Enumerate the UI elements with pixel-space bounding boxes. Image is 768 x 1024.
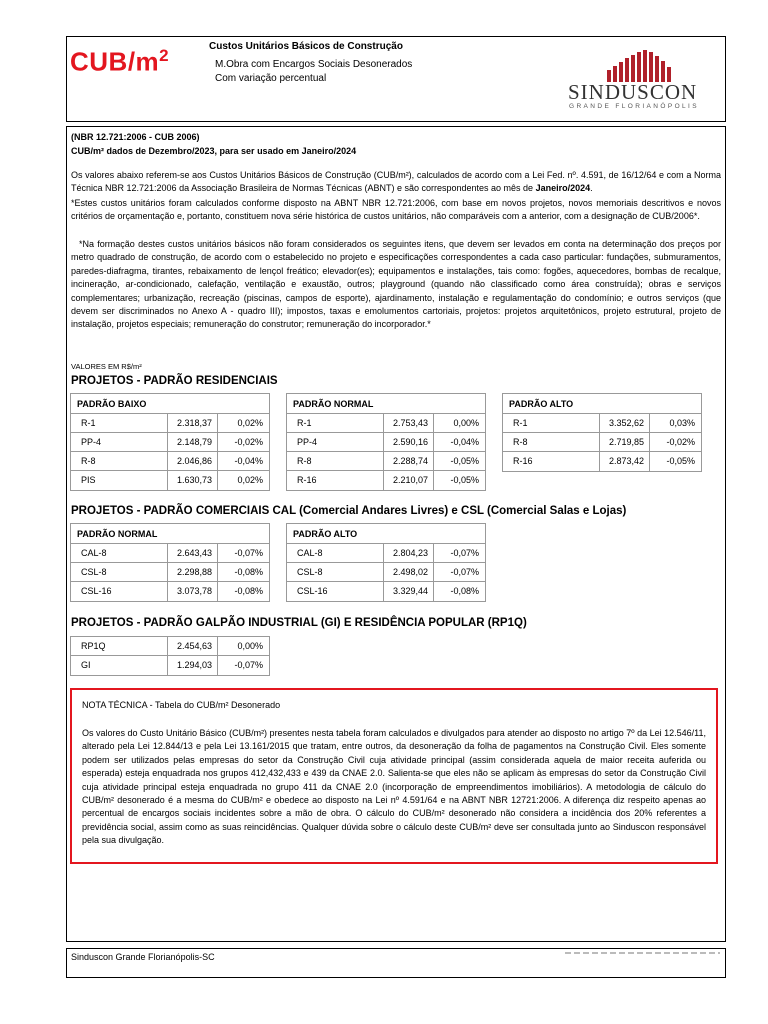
table-row [71, 637, 269, 656]
variation-cell: -0,08% [450, 586, 479, 596]
table-row [71, 414, 269, 433]
variation-cell: -0,02% [234, 437, 263, 447]
value-cell: 2.288,74 [384, 452, 434, 470]
project-code-cell: CSL-8 [287, 563, 384, 581]
table-galpao [70, 636, 270, 676]
value-cell: 3.352,62 [600, 414, 650, 432]
project-code-cell: PIS [71, 471, 168, 490]
variation-cell: -0,02% [666, 437, 695, 447]
variation-cell: 0,00% [237, 641, 263, 651]
table-row [71, 563, 269, 582]
variation-cell: -0,08% [234, 586, 263, 596]
variation-cell: -0,04% [450, 437, 479, 447]
technical-note-text: Os valores do Custo Unitário Básico (CUB/m²) presentes nesta tabela foram calculados e divulgados para atender ao disposto no artigo 7º da Lei 12.546/11, alterado pela Lei 12.844/13 e pela Lei 13.161/2015 que tratam, entre outros, da desoneração da folha de pagamentos na Construção Civil. Eles somente podem ser utilizados pelas empresas do setor da Construção Civil cuja atividade principal (assim considerada aquela de maior receita auferida ou esperada) esteja enquadrada nos grupos 412,432,433 e 439 da CNAE 2.0. Salienta-se que eles não se aplicam às empresas do setor da Construção Civil cuja atividade principal esteja enquadrada no grupo 411 da CNAE 2.0 (incorporação de empreendimentos imobiliários). A metodologia de cálculo do CUB/m² desonerado é a mesma do CUB/m² e obedece ao disposto na Lei nº 4.591/64 e na ABNT NBR 12721:2006. A diferença diz respeito apenas ao percentual de encargos sociais incidentes sobre a mão de obra. O cálculo do CUB/m² desonerado não considera a incidência dos 20% referentes a previdência social, assim como as suas reincidências. Qualquer dúvida sobre o cálculo deste CUB/m² deve ser consultada junto ao Sinduscon responsável pela sua divulgação. [82, 728, 706, 846]
logo-wordmark: SINDUSCON [568, 80, 698, 104]
table-row [71, 433, 269, 452]
table-row [287, 563, 485, 582]
value-cell: 2.590,16 [384, 433, 434, 451]
table-row [287, 452, 485, 471]
value-cell: 2.046,86 [168, 452, 218, 470]
section-title-comerciais: PROJETOS - PADRÃO COMERCIAIS CAL (Comercial Andares Livres) e CSL (Comercial Salas e Lojas) [71, 505, 627, 517]
data-period: CUB/m² dados de Dezembro/2023, para ser usado em Janeiro/2024 [71, 146, 357, 156]
intro-paragraph-3: *Na formação destes custos unitários básicos não foram considerados os seguintes itens, que devem ser levados em conta na determinação dos preços por metro quadrado de construção, de acordo com o estabelecido no projeto e especificações correspondentes a cada caso particular: fundações, submuramentos, paredes-diafragma, tirantes, rebaixamento de lençol freático; elevador(es); equipamentos e instalações, tais como: fogões, aquecedores, bombas de recalque, incineração, ar-condicionado, calefação, ventilação e exaustão, outros; playground (quando não classificado como área construída); obras e serviços complementares; urbanização, recreação (piscinas, campos de esporte), ajardinamento, instalação e regulamentação do condomínio; e outros serviços (que devem ser discriminados no Anexo A - quadro III); impostos, taxas e emolumentos cartoriais, projetos: projetos arquitetônicos, projeto estrutural, projeto de instalação, projetos especiais; remuneração do construtor; remuneração do incorporador.* [71, 239, 721, 330]
cub-title: CUB/$m^2$ [70, 46, 170, 77]
sinduscon-logo [565, 48, 705, 110]
variation-cell: 0,02% [237, 418, 263, 428]
project-code-cell: PP-4 [71, 433, 168, 451]
table-row [71, 452, 269, 471]
table-row [503, 414, 701, 433]
table-row [287, 414, 485, 433]
project-code-cell: RP1Q [71, 637, 168, 655]
table-row [287, 471, 485, 490]
project-code-cell: CSL-16 [71, 582, 168, 601]
table-row [71, 582, 269, 601]
project-code-cell: CAL-8 [287, 544, 384, 562]
values-unit-note: VALORES EM R$/m² [71, 362, 142, 371]
intro-paragraph-1: Os valores abaixo referem-se aos Custos Unitários Básicos de Construção (CUB/m²), calculados de acordo com a Lei Fed. nº. 4.591, de 16/12/64 e com a Norma Técnica NBR 12.721:2006 da Associação Brasileira de Normas Técnicas (ABNT) e são correspondentes ao mês de Janeiro/2024. [71, 170, 721, 194]
project-code-cell: R-8 [503, 433, 600, 451]
variation-cell: -0,05% [450, 475, 479, 485]
variation-cell: -0,05% [666, 456, 695, 466]
project-code-cell: R-8 [71, 452, 168, 470]
variation-cell: -0,05% [450, 456, 479, 466]
project-code-cell: R-1 [71, 414, 168, 432]
value-cell: 2.873,42 [600, 452, 650, 471]
table-row [71, 544, 269, 563]
project-code-cell: CSL-8 [71, 563, 168, 581]
header-subtitle-2: Com variação percentual [215, 73, 327, 84]
section-title-residenciais: PROJETOS - PADRÃO RESIDENCIAIS [71, 375, 278, 387]
table-row [503, 452, 701, 471]
variation-cell: -0,07% [450, 548, 479, 558]
footer-faint-text [565, 950, 720, 956]
variation-cell: 0,03% [669, 418, 695, 428]
value-cell: 1.630,73 [168, 471, 218, 490]
technical-note-title: NOTA TÉCNICA - Tabela do CUB/m² Desonerado [82, 700, 281, 710]
project-code-cell: PP-4 [287, 433, 384, 451]
project-code-cell: R-1 [287, 414, 384, 432]
table-com-normal [70, 523, 270, 602]
variation-cell: 0,00% [453, 418, 479, 428]
table-header: PADRÃO NORMAL [287, 394, 485, 414]
value-cell: 2.318,37 [168, 414, 218, 432]
value-cell: 1.294,03 [168, 656, 218, 675]
table-row [71, 471, 269, 490]
value-cell: 2.719,85 [600, 433, 650, 451]
project-code-cell: R-1 [503, 414, 600, 432]
variation-cell: -0,04% [234, 456, 263, 466]
value-cell: 3.073,78 [168, 582, 218, 601]
header-main-title: Custos Unitários Básicos de Construção [209, 41, 403, 52]
value-cell: 2.148,79 [168, 433, 218, 451]
project-code-cell: CAL-8 [71, 544, 168, 562]
value-cell: 3.329,44 [384, 582, 434, 601]
table-header: PADRÃO ALTO [287, 524, 485, 544]
variation-cell: -0,07% [450, 567, 479, 577]
table-row [287, 544, 485, 563]
table-header: PADRÃO NORMAL [71, 524, 269, 544]
value-cell: 2.298,88 [168, 563, 218, 581]
project-code-cell: R-8 [287, 452, 384, 470]
project-code-cell: GI [71, 656, 168, 675]
project-code-cell: R-16 [503, 452, 600, 471]
value-cell: 2.643,43 [168, 544, 218, 562]
value-cell: 2.210,07 [384, 471, 434, 490]
intro-paragraph-2: *Estes custos unitários foram calculados conforme disposto na ABNT NBR 12.721:2006, com base em novos projetos, novos memoriais descritivos e novos critérios de orçamentação e, portanto, constituem nova série histórica de custos unitários, não comparáveis com a anterior, com a designação de CUB/2006*. [71, 198, 721, 222]
table-res-baixo [70, 393, 270, 491]
section-title-galpao: PROJETOS - PADRÃO GALPÃO INDUSTRIAL (GI) E RESIDÊNCIA POPULAR (RP1Q) [71, 617, 527, 629]
value-cell: 2.753,43 [384, 414, 434, 432]
project-code-cell: R-16 [287, 471, 384, 490]
table-header: PADRÃO BAIXO [71, 394, 269, 414]
variation-cell: -0,07% [234, 660, 263, 670]
footer-text: Sinduscon Grande Florianópolis-SC [71, 952, 215, 962]
table-res-normal [286, 393, 486, 491]
variation-cell: -0,07% [234, 548, 263, 558]
nbr-reference: (NBR 12.721:2006 - CUB 2006) [71, 132, 200, 142]
logo-bars-icon [565, 48, 705, 82]
header-subtitle-1: M.Obra com Encargos Sociais Desonerados [215, 59, 413, 70]
variation-cell: -0,08% [234, 567, 263, 577]
value-cell: 2.454,63 [168, 637, 218, 655]
logo-subtitle: GRANDE FLORIANÓPOLIS [569, 103, 699, 110]
table-header: PADRÃO ALTO [503, 394, 701, 414]
table-row [71, 656, 269, 675]
table-row [503, 433, 701, 452]
project-code-cell: CSL-16 [287, 582, 384, 601]
variation-cell: 0,02% [237, 475, 263, 485]
table-row [287, 582, 485, 601]
value-cell: 2.804,23 [384, 544, 434, 562]
value-cell: 2.498,02 [384, 563, 434, 581]
table-com-alto [286, 523, 486, 602]
table-res-alto [502, 393, 702, 472]
table-row [287, 433, 485, 452]
